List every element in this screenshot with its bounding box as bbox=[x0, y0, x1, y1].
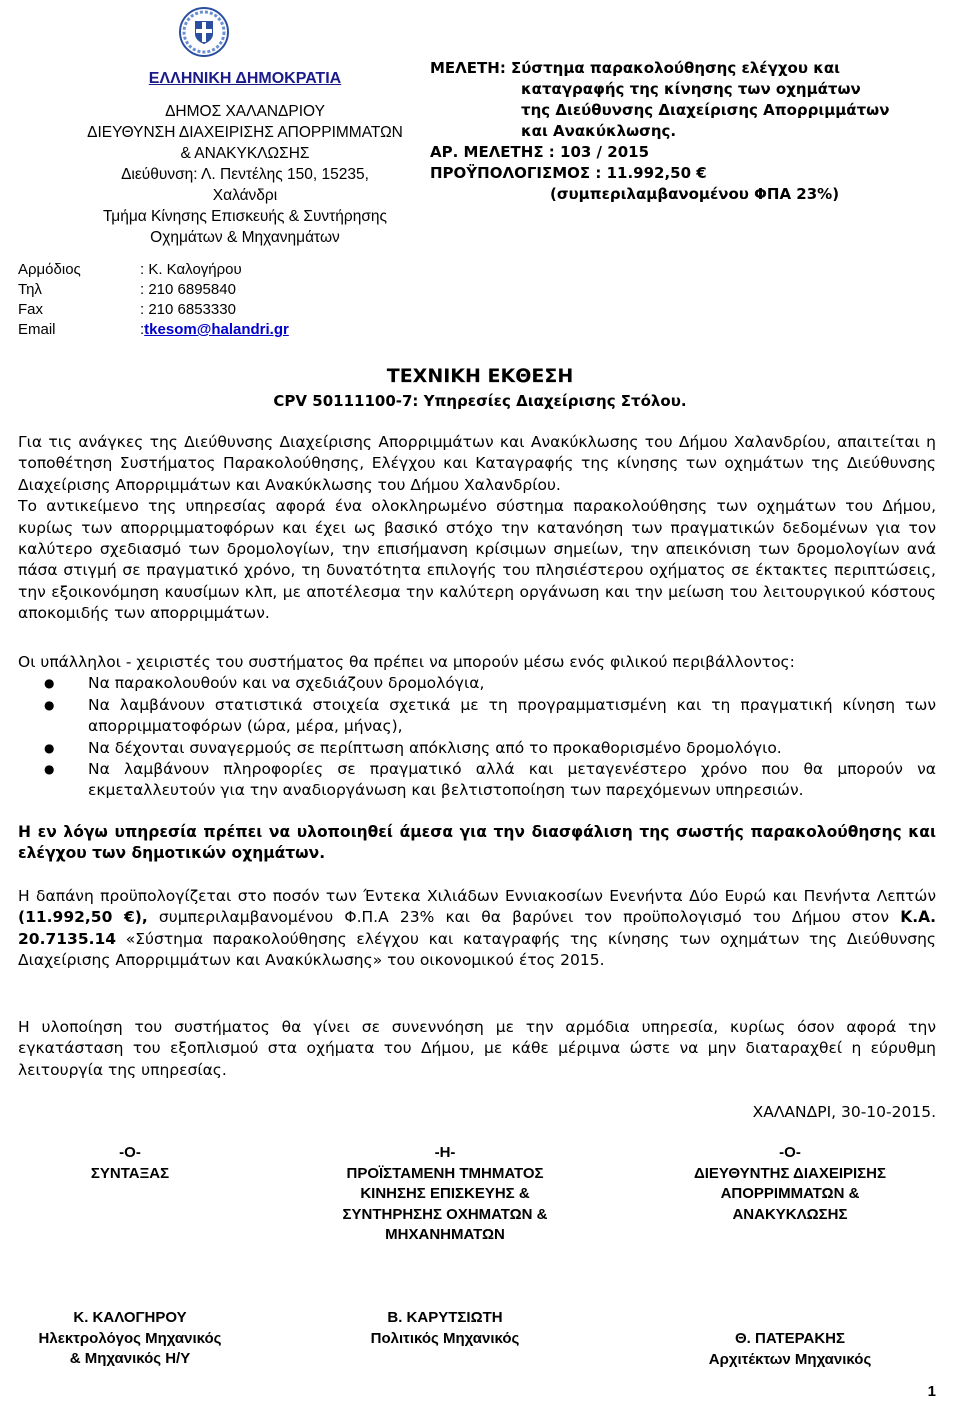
list-item-text: Να παρακολουθούν και να σχεδιάζουν δρομολόγια, bbox=[88, 674, 485, 693]
contact-row bbox=[18, 280, 289, 300]
signature-role: ΠΡΟΪΣΤΑΜΕΝΗ ΤΜΗΜΑΤΟΣ bbox=[346, 1164, 544, 1182]
bullet-icon: ● bbox=[44, 740, 55, 755]
signature-head-name bbox=[330, 1308, 560, 1349]
signatory-name: Β. ΚΑΡΥΤΣΙΩΤΗ bbox=[387, 1309, 503, 1326]
list-item bbox=[18, 673, 936, 694]
text-run: «Σύστημα παρακολούθησης ελέγχου και καταγραφής της κίνησης των οχημάτων της Διεύθυνσης Διαχείρισης Απορριμμάτων και Ανακύκλωσης» του οικονομικού έτος 2015. bbox=[18, 929, 936, 970]
signature-director bbox=[660, 1143, 920, 1225]
dept-line: Διεύθυνση: Λ. Πεντέλης 150, 15235, bbox=[121, 166, 369, 183]
signature-author bbox=[30, 1143, 230, 1184]
signature-role: ΣΥΝΤΗΡΗΣΗΣ ΟΧΗΜΑΤΩΝ & bbox=[342, 1205, 548, 1223]
contact-value: : 210 6895840 bbox=[140, 281, 236, 298]
signature-mark: -Ο- bbox=[779, 1144, 801, 1161]
paragraph-text: Για τις ανάγκες της Διεύθυνσης Διαχείρισης Απορριμμάτων και Ανακύκλωσης του Δήμου Χαλανδρίου, απαιτείται η τοποθέτηση Συστήματος Παρακολούθησης, Ελέγχου και Καταγραφής της κίνησης των οχημάτων της Διεύθυνσης Διαχείρισης Απορριμμάτων και Ανακύκλωσης του Δήμου Χαλανδρίου. bbox=[18, 433, 936, 494]
signatory-title: Πολιτικός Μηχανικός bbox=[370, 1329, 520, 1347]
date-line: ΧΑΛΑΝΔΡΙ, 30-10-2015. bbox=[752, 1103, 936, 1121]
paragraph-text: Η υλοποίηση του συστήματος θα γίνει σε συνεννόηση με την αρμόδια υπηρεσία, κυρίως όσον αφορά την εγκατάσταση του εξοπλισμού στα οχήματα του Δήμου, με κάθε μέριμνα ώστε να μην διαταραχθεί η εύρυθμη λειτουργία της υπηρεσίας. bbox=[18, 1018, 936, 1079]
dept-line: ΔΗΜΟΣ ΧΑΛΑΝΔΡΙΟΥ bbox=[165, 103, 325, 120]
signature-head bbox=[315, 1143, 575, 1246]
paragraph-budget bbox=[18, 886, 936, 972]
dept-line: Χαλάνδρι bbox=[212, 187, 278, 204]
signatory-title: Ηλεκτρολόγος Μηχανικός bbox=[38, 1329, 222, 1347]
study-number: ΑΡ. ΜΕΛΕΤΗΣ : 103 / 2015 bbox=[430, 143, 650, 161]
list-item bbox=[18, 738, 936, 759]
study-budget: ΠΡΟΫΠΟΛΟΓΙΣΜΟΣ : 11.992,50 € bbox=[430, 164, 707, 182]
paragraph-text: Η εν λόγω υπηρεσία πρέπει να υλοποιηθεί άμεσα για την διασφάλιση της σωστής παρακολούθησης και ελέγχου των δημοτικών οχημάτων. bbox=[18, 823, 936, 863]
paragraph-operators bbox=[18, 652, 936, 802]
study-block bbox=[430, 58, 950, 205]
signatory-title: & Μηχανικός Η/Υ bbox=[69, 1350, 191, 1367]
contact-label: Αρμόδιος bbox=[18, 261, 81, 278]
dept-line: ΔΙΕΥΘΥΝΣΗ ΔΙΑΧΕΙΡΙΣΗΣ ΑΠΟΡΡΙΜΜΑΤΩΝ bbox=[87, 124, 403, 141]
signature-author-name bbox=[20, 1308, 240, 1370]
study-title-line: της Διεύθυνσης Διαχείρισης Απορριμμάτων bbox=[521, 101, 890, 119]
list-item-text: Να λαμβάνουν στατιστικά στοιχεία σχετικά με τη προγραμματισμένη και τη πραγματική κίνηση των απορριμματοφόρων (ώρα, μέρα, μήνας), bbox=[88, 695, 936, 736]
greek-coat-of-arms-icon bbox=[178, 6, 230, 58]
signature-mark: -Η- bbox=[434, 1144, 456, 1161]
study-title-line: καταγραφής της κίνησης των οχημάτων bbox=[521, 80, 861, 98]
paragraph-text: Το αντικείμενο της υπηρεσίας αφορά ένα ολοκληρωμένο σύστημα παρακολούθησης των οχημάτων του Δήμου, κυρίως των απορριμματοφόρων και έχει ως βασικό στόχο την κατανόηση των πραγματικών δεδομένων για τον καλύτερο σχεδιασμό των δρομολογίων, την επισήμανση κρίσιμων σημείων, την απεικόνιση των δρομολογίων ανά πάσα στιγμή σε πραγματικό χρόνο, τη δυνατότητα επιλογής του πλησιέστερου οχήματος σε έκτακτες περιπτώσεις, την εξοικονόμηση καυσίμων κλπ, με αποτέλεσμα την καλύτερη οργάνωση και την μείωση του λειτουργικού κόστους αποκομιδής των απορριμμάτων. bbox=[18, 497, 936, 623]
signature-role: ΚΙΝΗΣΗΣ ΕΠΙΣΚΕΥΗΣ & bbox=[360, 1185, 530, 1202]
department-block bbox=[60, 101, 430, 248]
list-item-text: Να δέχονται συναγερμούς σε περίπτωση απόκλισης από το προκαθορισμένο δρομολόγιο. bbox=[88, 738, 782, 757]
bullet-icon: ● bbox=[44, 676, 55, 691]
paragraph-urgency bbox=[18, 822, 936, 865]
bullet-icon: ● bbox=[44, 697, 55, 712]
signature-director-name bbox=[660, 1329, 920, 1370]
list-item bbox=[18, 695, 936, 738]
signature-role: ΑΝΑΚΥΚΛΩΣΗΣ bbox=[732, 1205, 848, 1223]
signature-role: ΑΠΟΡΡΙΜΜΑΤΩΝ & bbox=[720, 1185, 860, 1202]
amount-text: (11.992,50 €), bbox=[18, 908, 148, 927]
republic-title: ΕΛΛΗΝΙΚΗ ΔΗΜΟΚΡΑΤΙΑ bbox=[148, 70, 342, 87]
dept-line: & ΑΝΑΚΥΚΛΩΣΗΣ bbox=[180, 145, 310, 162]
email-link[interactable]: tkesom@halandri.gr bbox=[144, 321, 289, 338]
signatory-name: Θ. ΠΑΤΕΡΑΚΗΣ bbox=[735, 1330, 845, 1347]
signature-mark: -Ο- bbox=[119, 1144, 141, 1161]
paragraph-need bbox=[18, 432, 936, 625]
budget-code: Κ.Α. 20.7135.14 bbox=[18, 908, 937, 948]
dept-line: Τμήμα Κίνησης Επισκευής & Συντήρησης bbox=[102, 208, 388, 225]
contact-row bbox=[18, 320, 289, 340]
study-title: ΜΕΛΕΤΗ: Σύστημα παρακολούθησης ελέγχου και bbox=[430, 59, 841, 77]
dept-line: Οχημάτων & Μηχανημάτων bbox=[150, 229, 340, 246]
paragraph-implementation bbox=[18, 1017, 936, 1081]
study-title-line: και Ανακύκλωσης. bbox=[521, 122, 677, 140]
contact-row bbox=[18, 300, 289, 320]
bullet-icon: ● bbox=[44, 762, 55, 777]
contact-value: : Κ. Καλογήρου bbox=[140, 261, 242, 278]
contact-label: Email bbox=[18, 321, 56, 338]
list-item bbox=[18, 759, 936, 802]
paragraph-text: Οι υπάλληλοι - χειριστές του συστήματος θα πρέπει να μπορούν μέσω ενός φιλικού περιβάλλοντος: bbox=[18, 653, 795, 671]
report-title: ΤΕΧΝΙΚΗ ΕΚΘΕΣΗ bbox=[386, 365, 574, 387]
paragraph-text bbox=[18, 886, 936, 972]
signatory-name: Κ. ΚΑΛΟΓΗΡΟΥ bbox=[73, 1309, 187, 1326]
signatory-title: Αρχιτέκτων Μηχανικός bbox=[708, 1350, 872, 1368]
study-vat: (συμπεριλαμβανομένου ΦΠΑ 23%) bbox=[550, 185, 840, 203]
text-run: Η δαπάνη προϋπολογίζεται στο ποσόν των Έντεκα Χιλιάδων Εννιακοσίων Ενενήντα Δύο Ευρώ και Πενήντα Λεπτών bbox=[18, 887, 936, 905]
contact-value: : 210 6853330 bbox=[140, 301, 236, 318]
report-cpv: CPV 50111100-7: Υπηρεσίες Διαχείρισης Στόλου. bbox=[273, 392, 687, 410]
contact-label: Τηλ bbox=[18, 281, 42, 298]
signature-role: ΜΗΧΑΝΗΜΑΤΩΝ bbox=[385, 1226, 505, 1243]
contact-label: Fax bbox=[18, 301, 44, 318]
contact-value: : bbox=[140, 321, 145, 338]
signature-role: ΣΥΝΤΑΞΑΣ bbox=[90, 1164, 170, 1182]
list-item-text: Να λαμβάνουν πληροφορίες σε πραγματικό αλλά και μεταγενέστερο χρόνο που θα μπορούν να εκμεταλλευτούν για την αναδιοργάνωση και βελτιστοποίηση των παρεχόμενων υπηρεσιών. bbox=[88, 760, 936, 800]
contact-row bbox=[18, 260, 289, 280]
contact-block bbox=[18, 260, 289, 340]
page-number: 1 bbox=[927, 1383, 936, 1400]
text-run: συμπεριλαμβανομένου Φ.Π.Α 23% και θα βαρύνει τον προϋπολογισμό του Δήμου στον bbox=[147, 908, 901, 927]
signature-role: ΔΙΕΥΘΥΝΤΗΣ ΔΙΑΧΕΙΡΙΣΗΣ bbox=[693, 1164, 887, 1182]
